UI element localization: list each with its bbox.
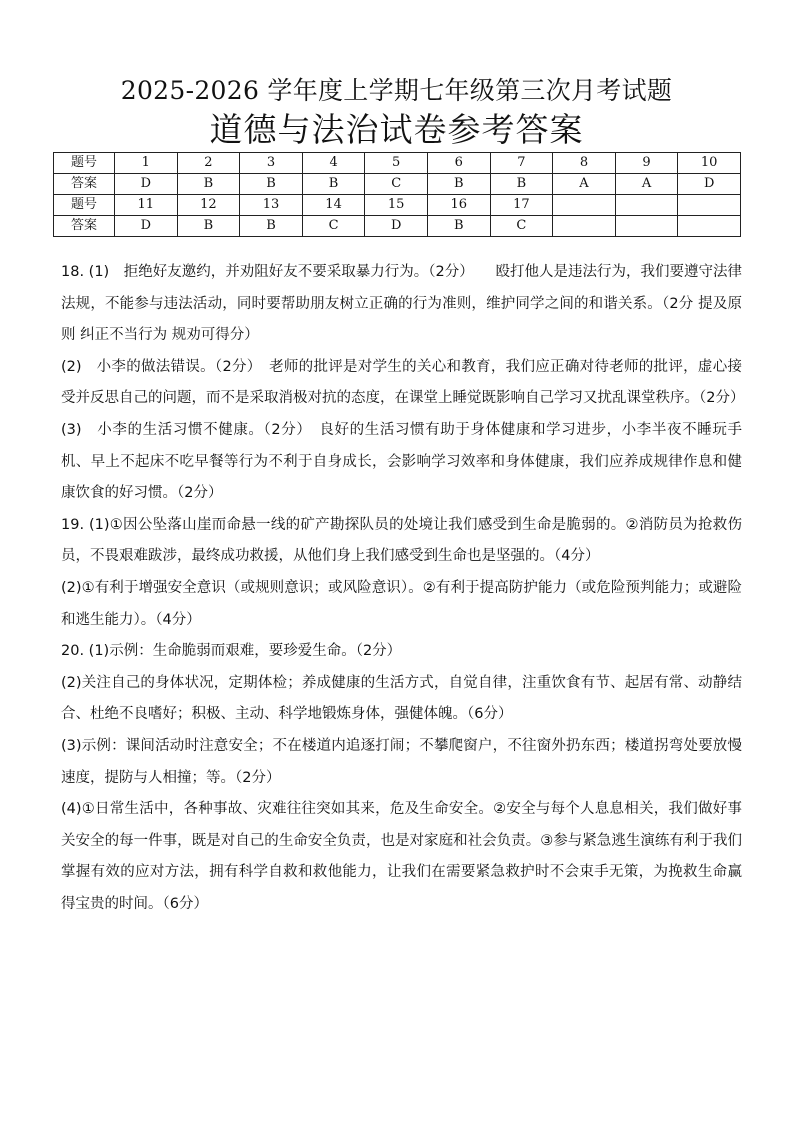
- answer-table-row: [54, 153, 741, 174]
- answer-explanations: [61, 257, 745, 920]
- table-cell: 9: [615, 153, 678, 174]
- table-cell: 13: [240, 195, 303, 216]
- answer-paragraph: 20. (1)示例：生命脆弱而艰难，要珍爱生命。（2分）: [61, 643, 402, 660]
- table-cell: D: [678, 174, 741, 195]
- table-cell: B: [240, 216, 303, 237]
- answer-paragraph: (2)关注自己的身体状况，定期体检；养成健康的生活方式，自觉自律，注重饮食有节、起居有常、动静结合、杜绝不良嗜好；积极、主动、科学地锻炼身体，强健体魄。（6分）: [61, 674, 742, 723]
- table-cell: B: [427, 174, 490, 195]
- table-cell: A: [615, 174, 678, 195]
- answer-paragraph: (2)①有利于增强安全意识（或规则意识；或风险意识）。②有利于提高防护能力（或危险预判能力；或避险和逃生能力）。（4分）: [61, 579, 742, 628]
- table-cell: 7: [490, 153, 553, 174]
- answer-table-row: [54, 195, 741, 216]
- answer-table-row: [54, 216, 741, 237]
- table-cell: [553, 216, 616, 237]
- table-cell: C: [365, 174, 428, 195]
- table-cell: 16: [427, 195, 490, 216]
- answer-table-row: [54, 174, 741, 195]
- answer-paragraph: 19. (1)①因公坠落山崖而命悬一线的矿产勘探队员的处境让我们感受到生命是脆弱的。②消防员为抢救伤员，不畏艰难跋涉，最终成功救援，从他们身上我们感受到生命也是坚强的。（4分）: [61, 516, 742, 565]
- answer-paragraph: 18. (1) 拒绝好友邀约，并劝阻好友不要采取暴力行为。（2分） 殴打他人是违法行为，我们要遵守法律法规，不能参与违法活动，同时要帮助朋友树立正确的行为准则，维护同学之间的和谐关系。（2分 提及原则 纠正不当行为 规劝可得分）: [61, 264, 742, 344]
- answer-paragraph: (3) 小李的生活习惯不健康。（2分） 良好的生活习惯有助于身体健康和学习进步，小李半夜不睡玩手机、早上不起床不吃早餐等行为不利于自身成长，会影响学习效率和身体健康，我们应养成规律作息和健康饮食的好习惯。（2分）: [61, 421, 742, 502]
- table-cell: 10: [678, 153, 741, 174]
- table-cell: 2: [177, 153, 240, 174]
- table-cell: D: [365, 216, 428, 237]
- table-cell: 17: [490, 195, 553, 216]
- table-cell: B: [490, 174, 553, 195]
- table-cell: 5: [365, 153, 428, 174]
- table-cell: 4: [302, 153, 365, 174]
- table-cell: B: [177, 216, 240, 237]
- table-cell: C: [302, 216, 365, 237]
- table-cell: A: [553, 174, 616, 195]
- table-cell: C: [490, 216, 553, 237]
- table-cell: [678, 216, 741, 237]
- table-cell: B: [177, 174, 240, 195]
- table-cell: D: [115, 216, 178, 237]
- document-title: 道德与法治试卷参考答案: [209, 110, 584, 149]
- table-cell: B: [240, 174, 303, 195]
- table-cell: B: [302, 174, 365, 195]
- table-cell: [615, 216, 678, 237]
- table-cell: 11: [115, 195, 178, 216]
- table-cell: 1: [115, 153, 178, 174]
- table-cell: 14: [302, 195, 365, 216]
- table-cell: 6: [427, 153, 490, 174]
- table-cell: [553, 195, 616, 216]
- table-cell: [615, 195, 678, 216]
- table-cell: 15: [365, 195, 428, 216]
- row-label: 题号: [54, 153, 115, 174]
- table-cell: 8: [553, 153, 616, 174]
- row-label: 答案: [54, 216, 115, 237]
- table-cell: D: [115, 174, 178, 195]
- answer-paragraph: (3)示例：课间活动时注意安全；不在楼道内追逐打闹；不攀爬窗户，不往窗外扔东西；楼道拐弯处要放慢速度，提防与人相撞；等。（2分）: [61, 737, 742, 786]
- answer-paragraph: (2) 小李的做法错误。（2分） 老师的批评是对学生的关心和教育，我们应正确对待老师的批评，虚心接受并反思自己的问题，而不是采取消极对抗的态度，在课堂上睡觉既影响自己学习又扰乱课堂秩序。（2分）: [61, 358, 745, 407]
- row-label: 题号: [54, 195, 115, 216]
- row-label: 答案: [54, 174, 115, 195]
- answer-paragraph: (4)①日常生活中，各种事故、灾难往往突如其来，危及生命安全。②安全与每个人息息相关，我们做好事关安全的每一件事，既是对自己的生命安全负责，也是对家庭和社会负责。③参与紧急逃生演练有利于我们掌握有效的应对方法，拥有科学自救和救他能力，让我们在需要紧急救护时不会束手无策，为挽救生命赢得宝贵的时间。（6分）: [61, 801, 742, 912]
- table-cell: [678, 195, 741, 216]
- answer-table: [53, 152, 741, 237]
- table-cell: 12: [177, 195, 240, 216]
- exam-title: 2025-2026 学年度上学期七年级第三次月考试题: [120, 76, 673, 105]
- table-cell: 3: [240, 153, 303, 174]
- table-cell: B: [427, 216, 490, 237]
